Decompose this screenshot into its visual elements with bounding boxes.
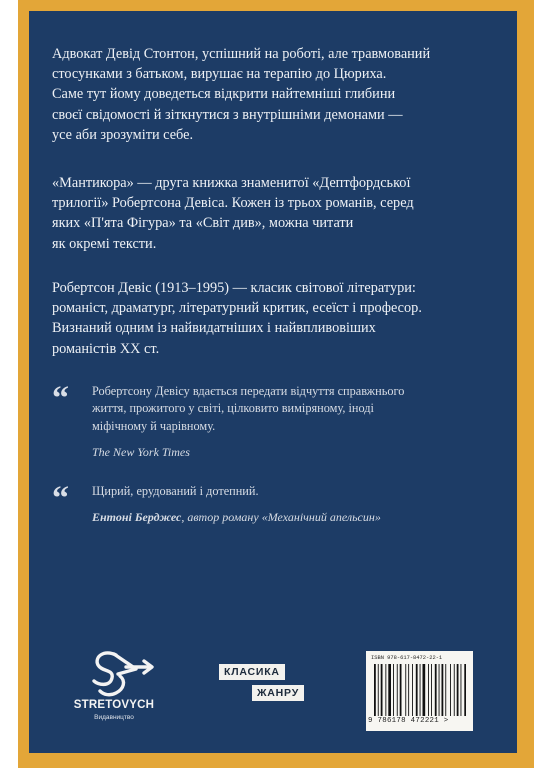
about-book-line: «Мантикора» — друга книжка знаменитої «Дептфордської — [52, 175, 411, 191]
intro-line: Саме тут йому доведеться відкрити найтемніші глибини — [52, 86, 396, 103]
barcode-number: 9 786178 472221 > — [368, 717, 449, 725]
barcode-bar — [439, 664, 440, 716]
barcode-bar — [461, 664, 462, 716]
about-book-line: яких «П'ята Фігура» та «Світ див», можна читати — [52, 215, 354, 232]
quote-author-suffix: , автор роману «Механічний апельсин» — [181, 510, 381, 525]
barcode-bar — [464, 664, 466, 716]
about-book-line: трилогії» Робертсона Девіса. Кожен із трьох романів, серед — [52, 195, 414, 212]
quote-line: Щирий, ерудований і дотепний. — [92, 484, 259, 498]
publisher-name: STRETOVYCH — [73, 699, 155, 711]
intro-line: стосунками з батьком, вирушає на терапію до Цюриха. — [52, 66, 387, 83]
quote-line: Робертсону Девісу вдається передати відчуття справжнього — [92, 384, 405, 398]
intro-line: своєї свідомості й зіткнутися з внутрішніми демонами — — [52, 106, 403, 123]
barcode-bar — [381, 664, 383, 716]
barcode-bar — [374, 664, 376, 716]
about-author-line: романіст, драматург, літературний критик, есеїст і професор. — [52, 300, 422, 317]
quote-line: міфічному й чарівному. — [92, 418, 216, 433]
quote-mark-icon: “ — [52, 380, 65, 417]
barcode-icon — [374, 664, 466, 716]
quote-author: Ентоні Берджес — [92, 510, 182, 525]
barcode-bar — [457, 664, 459, 716]
about-author-line: Робертсон Девіс (1913–1995) — класик світової літератури: — [52, 280, 416, 296]
barcode-bar — [428, 664, 429, 716]
intro-line: Адвокат Девід Стонтон, успішний на роботі, але травмований — [52, 46, 431, 62]
review-quote — [92, 383, 462, 462]
barcode-bar — [388, 664, 391, 716]
about-book-paragraph — [52, 173, 472, 254]
barcode-bar — [397, 664, 398, 716]
barcode-bar — [405, 664, 406, 716]
barcode-bar — [420, 664, 421, 716]
quote-source: The New York Times — [92, 445, 190, 460]
barcode-bar — [400, 664, 402, 716]
about-author-paragraph — [52, 278, 472, 359]
barcode-bar — [385, 664, 386, 716]
barcode-bar — [442, 664, 444, 716]
barcode-box — [366, 651, 473, 731]
barcode-bar — [435, 664, 437, 716]
quote-line: життя, прожитого у світі, цілковито виміряному, іноді — [92, 401, 374, 416]
intro-paragraph — [52, 44, 472, 145]
barcode-bar — [408, 664, 409, 716]
barcode-bar — [412, 664, 413, 716]
isbn-label: ISBN 978-617-8472-22-1 — [371, 655, 443, 661]
barcode-bar — [423, 664, 426, 716]
barcode-bar — [445, 664, 446, 716]
quote-attribution — [92, 509, 462, 526]
intro-line: усе аби зрозуміти себе. — [52, 126, 194, 143]
series-badge-line1: КЛАСИКА — [219, 664, 285, 680]
about-author-line: романістів XX ст. — [52, 340, 160, 357]
barcode-bar — [378, 664, 379, 716]
review-quote — [92, 483, 462, 527]
barcode-bar — [450, 664, 451, 716]
about-author-line: Визнаний одним із найвидатніших і найвпливовіших — [52, 320, 376, 337]
publisher-subtitle: Видавництво — [94, 714, 134, 721]
barcode-bar — [393, 664, 394, 716]
publisher-logo-icon — [68, 645, 168, 740]
series-badge-line2: ЖАНРУ — [252, 685, 304, 701]
barcode-bar — [431, 664, 432, 716]
quote-mark-icon: “ — [52, 480, 65, 517]
barcode-bar — [416, 664, 418, 716]
about-book-line: як окремі тексти. — [52, 235, 157, 252]
barcode-bar — [454, 664, 455, 716]
